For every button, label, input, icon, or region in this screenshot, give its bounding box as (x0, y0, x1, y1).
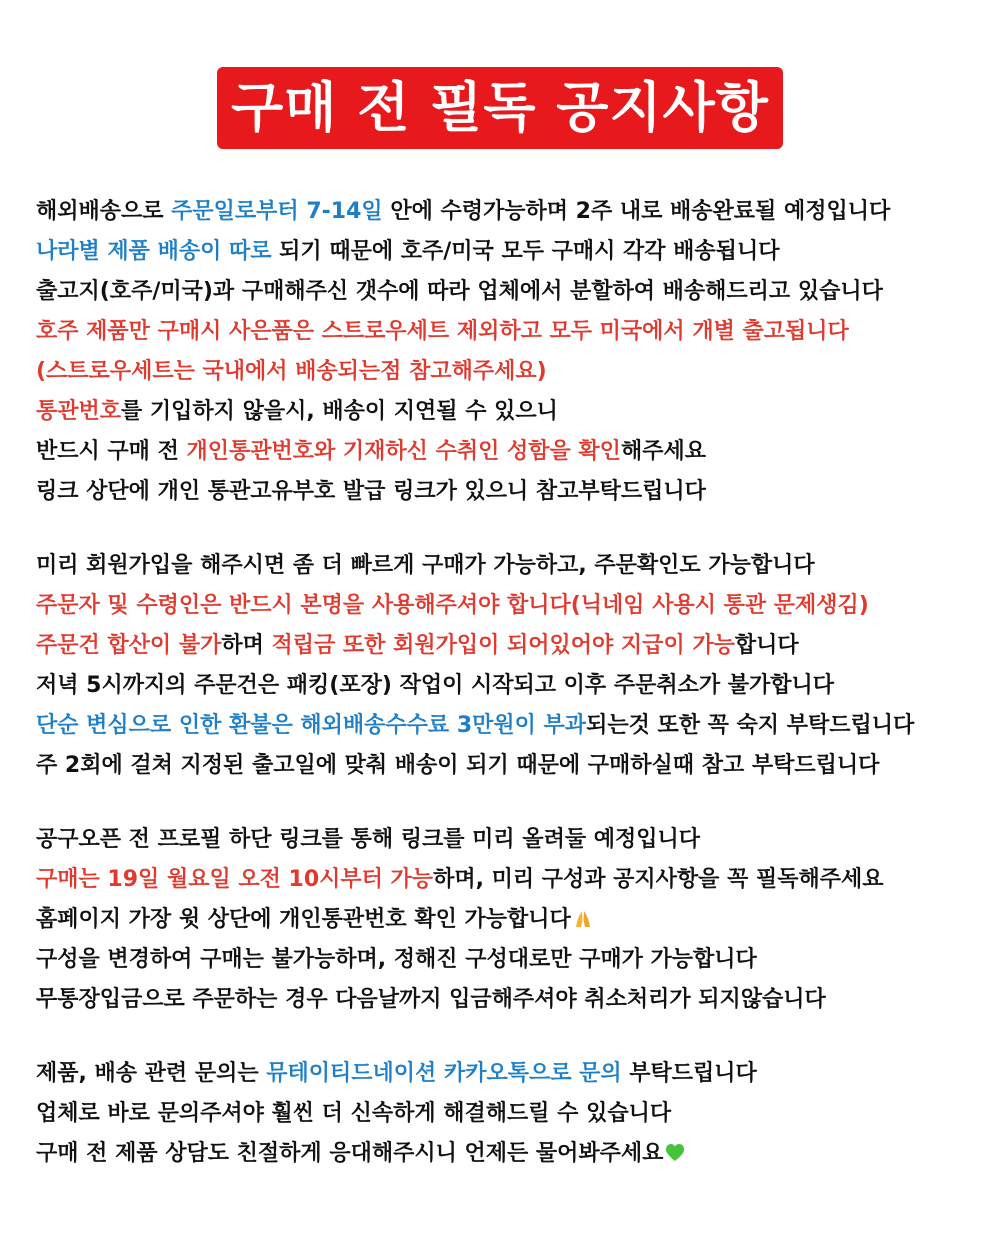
notice-text-segment: 무통장입금으로 주문하는 경우 다음날까지 입금해주셔야 취소처리가 되지않습니다 (36, 987, 826, 1012)
notice-text-segment: 해주세요 (620, 439, 706, 464)
folded-hands-icon (573, 909, 593, 929)
notice-text-segment: 안에 수령가능하며 2주 내로 배송완료될 예정입니다 (382, 199, 891, 224)
notice-line (36, 392, 986, 432)
notice-line (36, 940, 986, 980)
notice-line (36, 352, 986, 392)
notice-text-segment: 부탁드립니다 (621, 1061, 757, 1086)
notice-line (36, 746, 986, 786)
notice-text-segment: 저녁 5시까지의 주문건은 패킹(포장) 작업이 시작되고 이후 주문취소가 불가합니다 (36, 673, 835, 698)
notice-text-segment: 되는것 또한 꼭 숙지 부탁드립니다 (586, 713, 915, 738)
notice-line (36, 626, 986, 666)
title-wrapper (0, 67, 1000, 149)
notice-line (36, 666, 986, 706)
notice-text-segment: 주문자 및 수령인은 반드시 본명을 사용해주셔야 합니다(닉네임 사용시 통관 문제생김) (36, 593, 869, 618)
notice-line (36, 820, 986, 860)
notice-text-segment: 해외배송으로 (36, 199, 172, 224)
notice-text-segment: 적립금 또한 회원가입이 되어있어야 지급이 가능 (271, 633, 735, 658)
notice-text-segment: 주문일로부터 7-14일 (171, 199, 383, 224)
notice-line (36, 232, 986, 272)
notice-line (36, 860, 986, 900)
page-title: 구매 전 필독 공지사항 (217, 67, 783, 149)
notice-line (36, 312, 986, 352)
notice-line (36, 192, 986, 232)
notice-line (36, 432, 986, 472)
notice-text-segment: 주문건 합산이 불가 (36, 633, 222, 658)
notice-text-segment: 구성을 변경하여 구매는 불가능하며, 정해진 구성대로만 구매가 가능합니다 (36, 947, 757, 972)
notice-text-segment: 반드시 구매 전 (36, 439, 187, 464)
notice-text-segment: 합니다 (734, 633, 799, 658)
green-heart-icon (665, 1143, 685, 1163)
notice-text-segment: 구매는 19일 월요일 오전 10시부터 가능 (36, 867, 434, 892)
notice-line (36, 586, 986, 626)
notice-text-segment: 공구오픈 전 프로필 하단 링크를 통해 링크를 미리 올려둘 예정입니다 (36, 827, 700, 852)
notice-text-segment: 링크 상단에 개인 통관고유부호 발급 링크가 있으니 참고부탁드립니다 (36, 479, 706, 504)
notice-paragraph (36, 546, 986, 786)
notice-text-segment: 뮤테이티드네이션 카카오톡으로 문의 (266, 1061, 622, 1086)
notice-line (36, 1094, 986, 1134)
notice-text-segment: 나라별 제품 배송이 따로 (36, 239, 272, 264)
notice-paragraph (36, 192, 986, 512)
notice-text-segment: 하며 (221, 633, 272, 658)
notice-line (36, 706, 986, 746)
notice-text-segment: 되기 때문에 호주/미국 모두 구매시 각각 배송됩니다 (271, 239, 780, 264)
notice-paragraph (36, 820, 986, 1020)
notice-text-segment: 업체로 바로 문의주셔야 훨씬 더 신속하게 해결해드릴 수 있습니다 (36, 1101, 672, 1126)
notice-body (36, 192, 986, 1208)
notice-line (36, 546, 986, 586)
notice-text-segment: (스트로우세트는 국내에서 배송되는점 참고해주세요) (36, 359, 547, 384)
notice-text-segment: 개인통관번호와 기재하신 수취인 성함을 확인 (186, 439, 621, 464)
notice-line (36, 900, 986, 940)
notice-text-segment: 하며, 미리 구성과 공지사항을 꼭 필독해주세요 (433, 867, 884, 892)
notice-line (36, 1054, 986, 1094)
notice-text-segment: 호주 제품만 구매시 사은품은 스트로우세트 제외하고 모두 미국에서 개별 출고됩니다 (36, 319, 849, 344)
notice-line (36, 1134, 986, 1174)
notice-text-segment: 홈페이지 가장 윗 상단에 개인통관번호 확인 가능합니다 (36, 907, 571, 932)
notice-text-segment: 미리 회원가입을 해주시면 좀 더 빠르게 구매가 가능하고, 주문확인도 가능합니다 (36, 553, 815, 578)
notice-text-segment: 제품, 배송 관련 문의는 (36, 1061, 267, 1086)
notice-line (36, 272, 986, 312)
notice-paragraph (36, 1054, 986, 1174)
notice-line (36, 980, 986, 1020)
notice-text-segment: 통관번호 (36, 399, 122, 424)
notice-text-segment: 출고지(호주/미국)과 구매해주신 갯수에 따라 업체에서 분할하여 배송해드리고 있습니다 (36, 279, 883, 304)
notice-text-segment: 구매 전 제품 상담도 친절하게 응대해주시니 언제든 물어봐주세요 (36, 1141, 664, 1166)
notice-text-segment: 를 기입하지 않을시, 배송이 지연될 수 있으니 (121, 399, 558, 424)
notice-text-segment: 주 2회에 걸쳐 지정된 출고일에 맞춰 배송이 되기 때문에 구매하실때 참고 부탁드립니다 (36, 753, 880, 778)
notice-text-segment: 단순 변심으로 인한 환불은 해외배송수수료 3만원이 부과 (36, 713, 587, 738)
notice-line (36, 472, 986, 512)
